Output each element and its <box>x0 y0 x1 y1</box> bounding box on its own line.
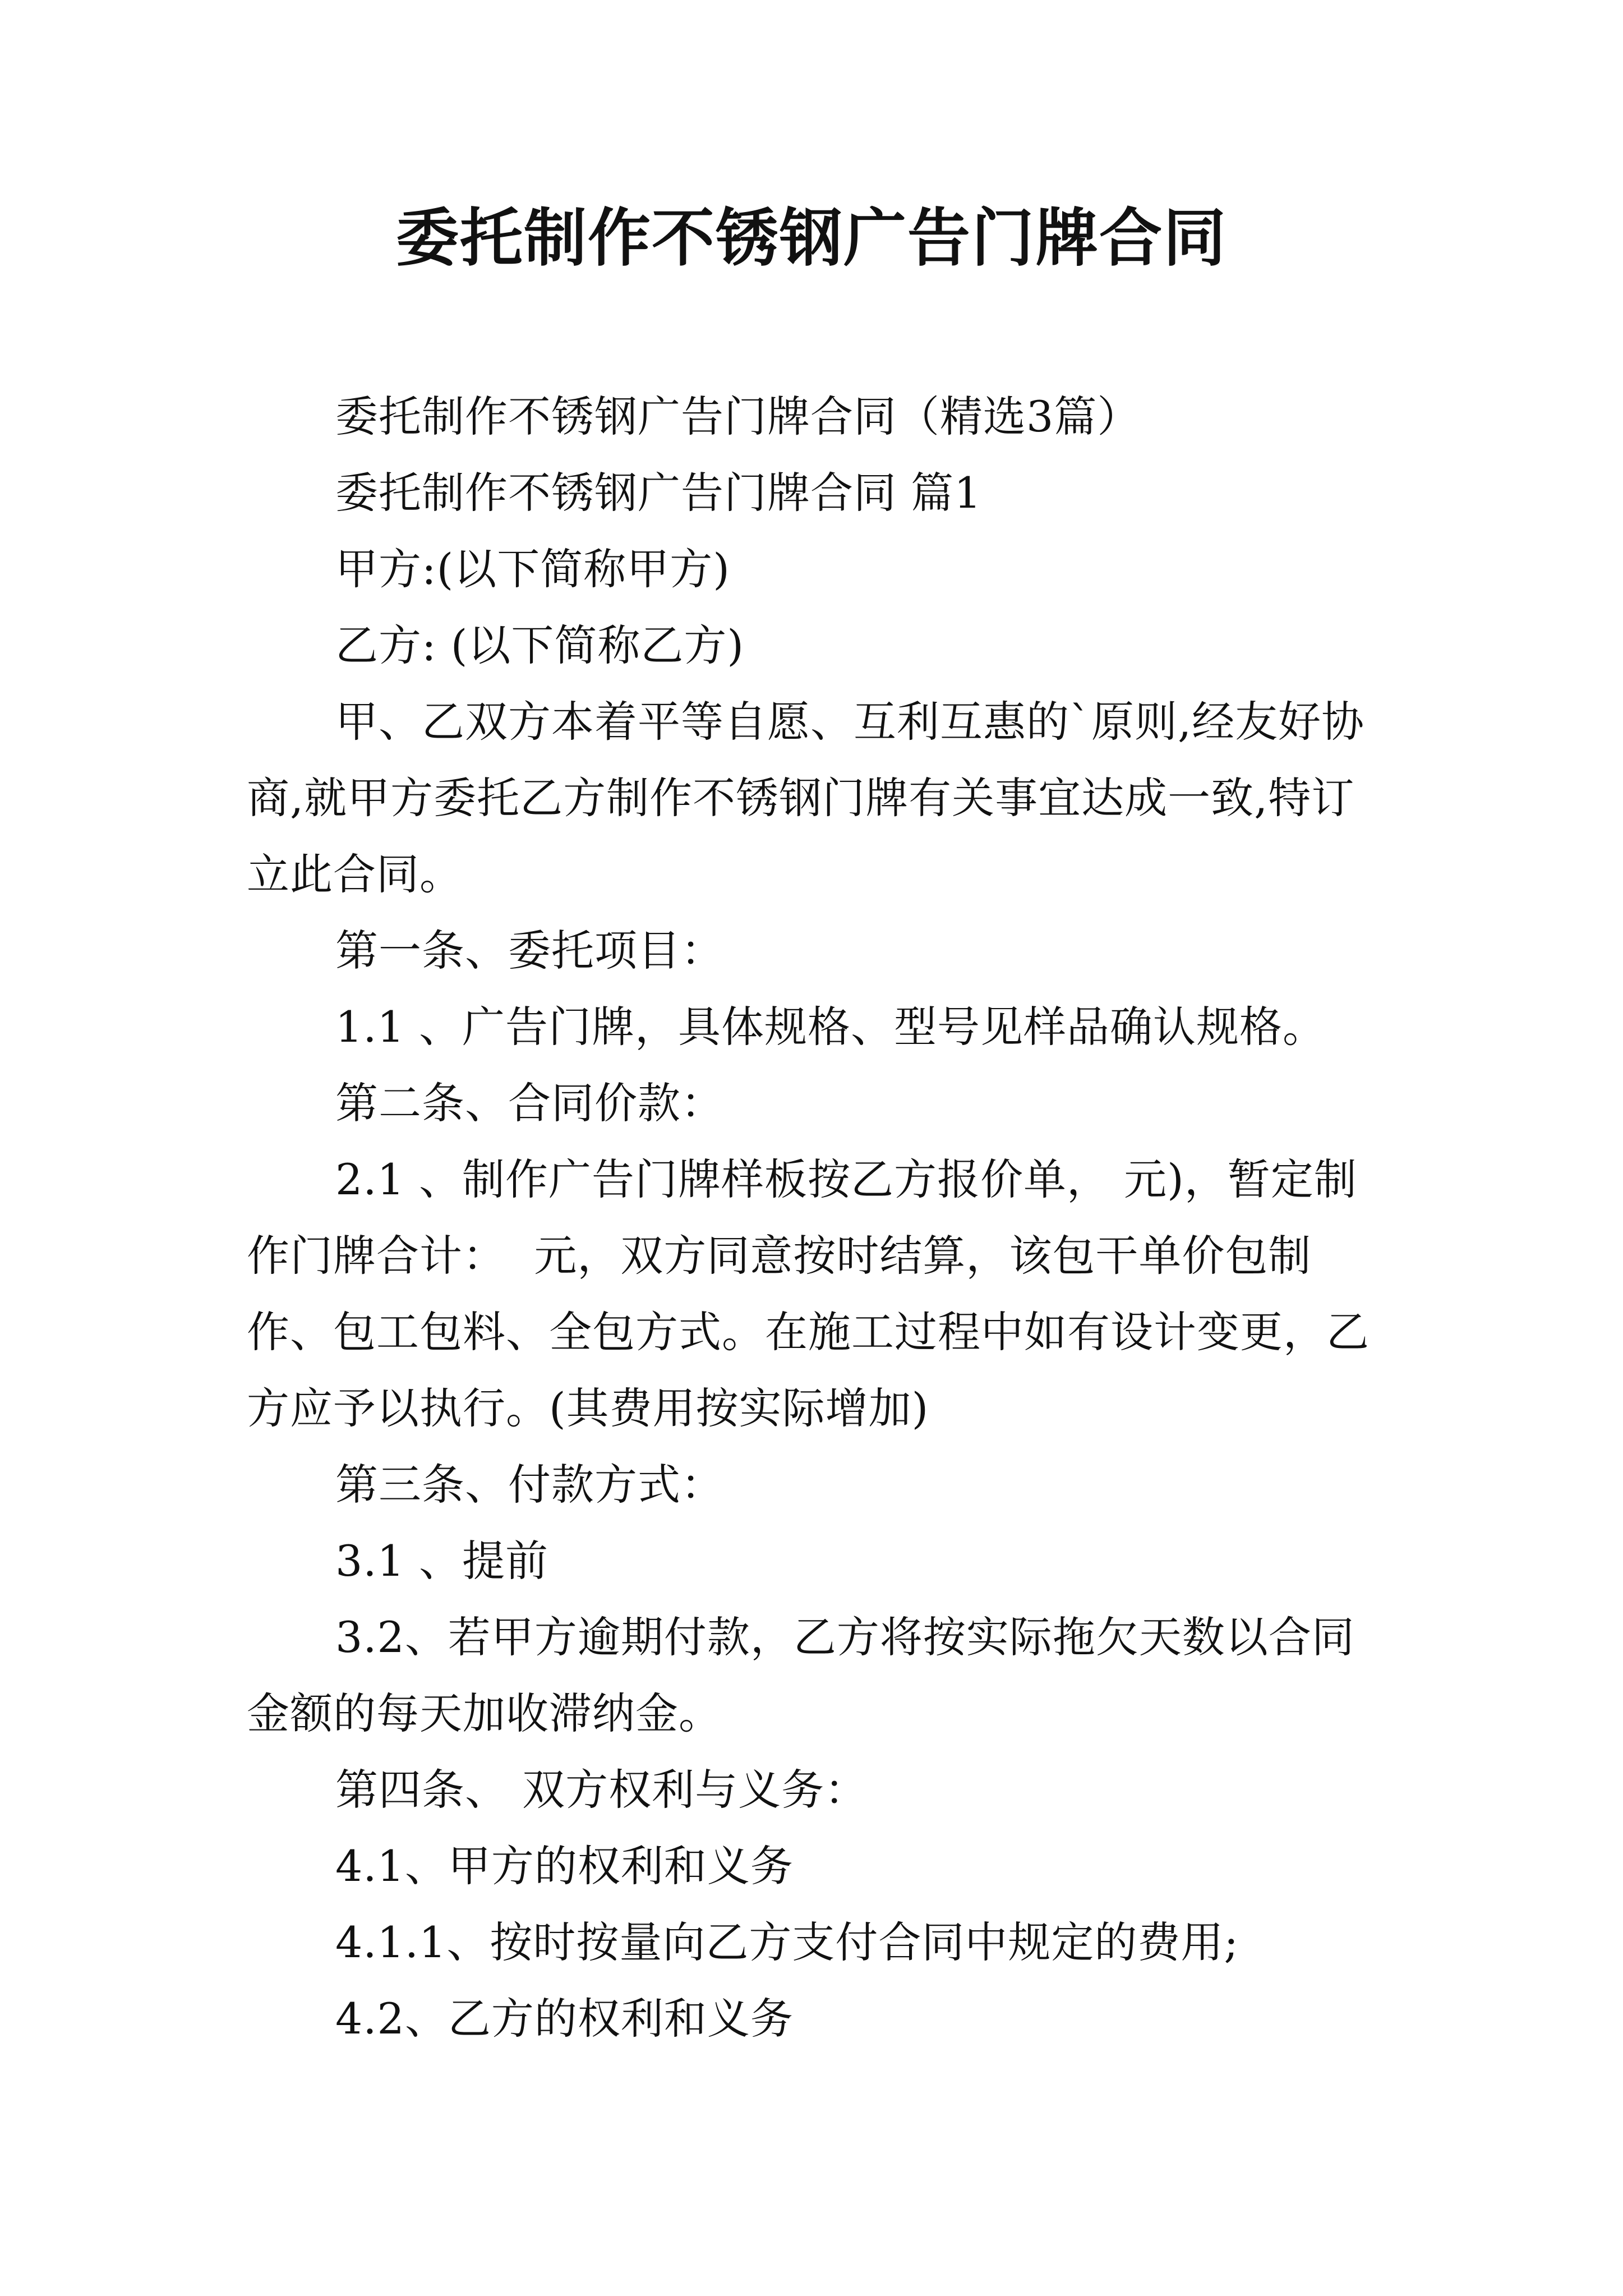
document-body <box>247 379 1391 2057</box>
paragraph-clause-4-2: 4.2、乙方的权利和义务 <box>335 1994 794 2044</box>
paragraph-clause-1-1: 1.1 、广告门牌，具体规格、型号见样品确认规格。 <box>335 1002 1326 1052</box>
paragraph-section-2: 第二条、合同价款： <box>335 1078 724 1128</box>
paragraph-party-a: 甲方:(以下简称甲方) <box>335 544 730 594</box>
paragraph-preamble: 甲、乙双方本着平等自愿、互利互惠的`原则,经友好协商,就甲方委托乙方制作不锈钢门牌有关事宜达成一致,特订立此合同。 <box>247 697 1365 899</box>
paragraph-clause-3-2: 3.2、若甲方逾期付款，乙方将按实际拖欠天数以合同金额的每天加收滞纳金。 <box>247 1612 1355 1738</box>
paragraph-party-b: 乙方: (以下简称乙方) <box>335 620 745 670</box>
paragraph-clause-3-1: 3.1 、提前 <box>335 1536 549 1586</box>
paragraph-section-4: 第四条、 双方权利与义务： <box>335 1765 868 1815</box>
paragraph-clause-4-1-1: 4.1.1、按时按量向乙方支付合同中规定的费用; <box>335 1917 1239 1967</box>
paragraph-section-3: 第三条、付款方式： <box>335 1460 724 1510</box>
document-title: 委托制作不锈钢广告门牌合同 <box>396 202 1227 275</box>
paragraph-section-1: 第一条、委托项目： <box>335 926 724 976</box>
paragraph-subtitle: 委托制作不锈钢广告门牌合同（精选3篇） <box>335 392 1141 441</box>
paragraph-article-heading: 委托制作不锈钢广告门牌合同 篇1 <box>335 468 982 518</box>
paragraph-clause-4-1: 4.1、甲方的权利和义务 <box>335 1841 794 1891</box>
paragraph-clause-2-1: 2.1 、制作广告门牌样板按乙方报价单， 元)，暂定制作门牌合计： 元，双方同意按时结算，该包干单价包制作、包工包料、全包方式。在施工过程中如有设计变更，乙方应予以执行。(其费用按实际增加) <box>247 1154 1370 1433</box>
